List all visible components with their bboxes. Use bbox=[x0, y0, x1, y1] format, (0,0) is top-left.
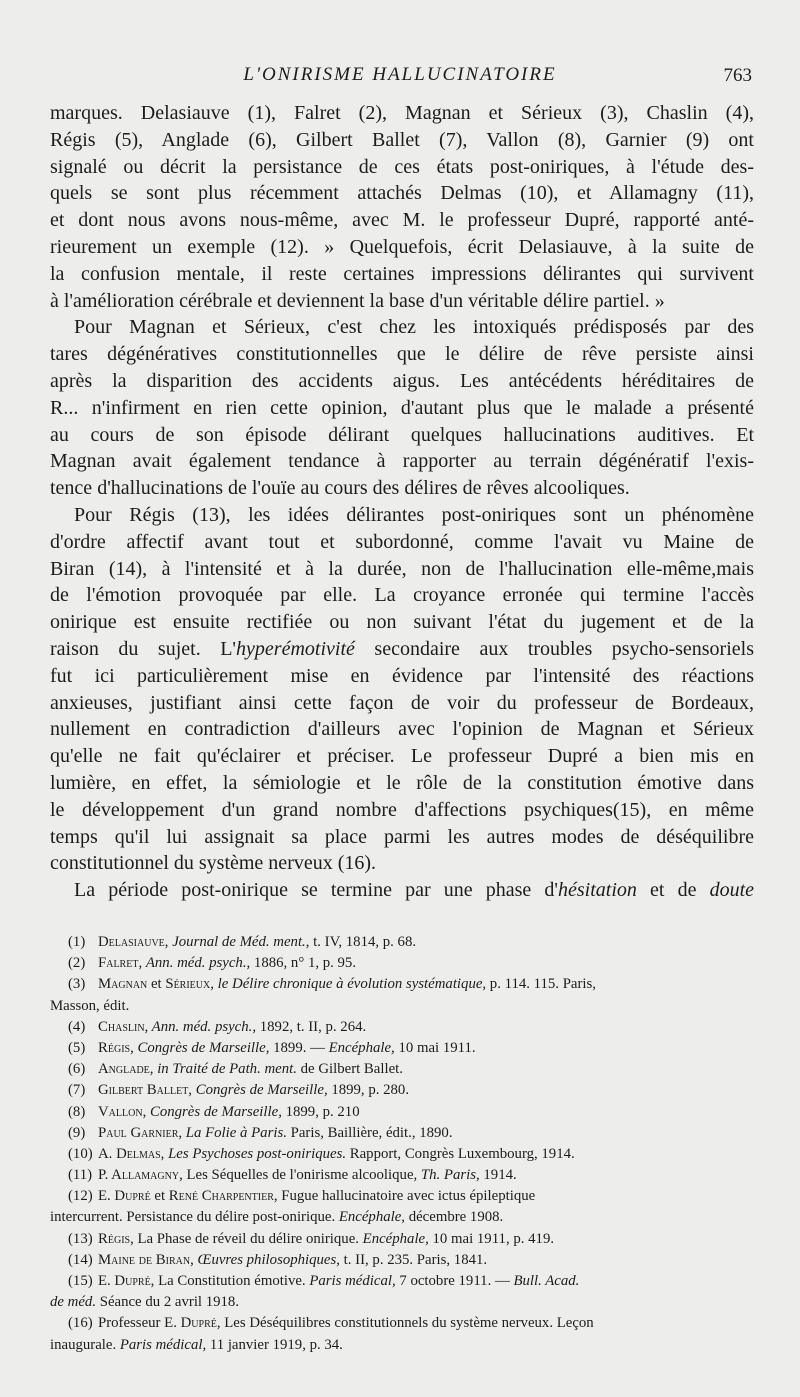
footnote-title: Th. Paris, bbox=[420, 1167, 480, 1184]
footnote bbox=[50, 1313, 764, 1334]
footnote-text: et bbox=[150, 1188, 169, 1205]
footnote-title: Encéphale, bbox=[362, 1230, 429, 1247]
text-line: temps qu'il lui assignait sa place parmi les autres modes de déséquilibre bbox=[50, 825, 754, 848]
footnote-continuation bbox=[50, 1207, 764, 1228]
page-number: 763 bbox=[723, 65, 752, 86]
footnote-author: Anglade, bbox=[98, 1061, 154, 1078]
footnote bbox=[50, 1229, 764, 1250]
text-span: secondaire aux troubles psycho-sensoriels bbox=[354, 637, 754, 660]
italic-term: doute bbox=[709, 879, 755, 902]
footnote-continuation bbox=[50, 1292, 764, 1313]
text-line: de l'émotion provoquée par elle. La croyance erronée qui termine l'accès bbox=[50, 584, 754, 607]
text-line: rieurement un exemple (12). » Quelquefois, écrit Delasiauve, à la suite de bbox=[50, 235, 754, 258]
footnote-title: Congrès de Marseille, bbox=[146, 1103, 282, 1120]
text-line bbox=[50, 636, 754, 663]
footnote-text: 1899, p. 280. bbox=[327, 1082, 410, 1099]
text-line: anxieuses, justifiant ainsi cette façon de voir du professeur de Bordeaux, bbox=[50, 691, 754, 714]
footnote-author: Delasiauve, bbox=[98, 934, 169, 950]
footnote-text: décembre 1908. bbox=[405, 1209, 504, 1226]
footnote-title: Ann. méd. psych., bbox=[148, 1018, 257, 1035]
text-span: La période post-onirique se termine par une phase d' bbox=[74, 879, 558, 902]
footnote-author: René Charpentier, bbox=[168, 1188, 278, 1205]
footnote-text: Paris, Baillière, édit., 1890. bbox=[286, 1124, 453, 1141]
footnote bbox=[50, 1271, 764, 1292]
footnote-number: (14) bbox=[68, 1251, 93, 1268]
italic-term: hésitation bbox=[558, 879, 637, 902]
footnote-text: t. IV, 1814, p. 68. bbox=[309, 934, 417, 950]
footnote-number: (12) bbox=[68, 1188, 93, 1205]
footnote-title: Œuvres philosophiques, bbox=[193, 1251, 340, 1268]
text-line: tence d'hallucinations de l'ouïe au cours des délires de rêves alcooliques. bbox=[50, 477, 630, 500]
footnote bbox=[50, 1102, 764, 1123]
text-line: d'ordre affectif avant tout et subordonné, comme l'avait vu Maine de bbox=[50, 530, 754, 553]
footnote-text: 7 octobre 1911. — bbox=[395, 1273, 514, 1289]
footnote-number: (3) bbox=[68, 976, 86, 993]
text-line: tares dégénératives constitutionnelles que le délire de rêve persiste ainsi bbox=[50, 343, 754, 366]
text-line: qu'elle ne fait qu'éclairer et préciser. Le professeur Dupré a bien mis en bbox=[50, 745, 754, 768]
footnote-text: et bbox=[147, 976, 166, 993]
footnote-title: Encéphale, bbox=[338, 1209, 406, 1226]
footnote bbox=[50, 1038, 764, 1059]
text-line: après la disparition des accidents aigus. Les antécédents héréditaires de bbox=[50, 369, 754, 392]
footnote-title: Ann. méd. psych., bbox=[145, 955, 251, 972]
text-line: Biran (14), à l'intensité et à la durée, non de l'hallucination elle-même,mais bbox=[50, 557, 754, 580]
footnote-author: Régis, bbox=[98, 1230, 134, 1247]
footnotes bbox=[50, 932, 764, 1356]
footnote-title: Les Psychoses post-oniriques. bbox=[164, 1145, 347, 1162]
footnote-number: (5) bbox=[68, 1039, 86, 1056]
footnote bbox=[50, 1250, 764, 1271]
footnote-title: Journal de Méd. ment., bbox=[172, 934, 310, 950]
footnote-title: in Traité de Path. ment. bbox=[153, 1061, 297, 1078]
text-span: et de bbox=[636, 879, 710, 902]
footnote-text: t. II, p. 235. Paris, 1841. bbox=[339, 1251, 488, 1268]
footnote-text: 1886, n° 1, p. 95. bbox=[250, 955, 357, 972]
text-line: nullement en contradiction d'ailleurs avec l'opinion de Magnan et Sérieux bbox=[50, 718, 754, 741]
footnote-text: Séance du 2 avril 1918. bbox=[96, 1294, 240, 1311]
footnote-text: 10 mai 1911, p. 419. bbox=[428, 1230, 555, 1247]
footnote bbox=[50, 1017, 764, 1038]
footnote-number: (10) bbox=[68, 1145, 93, 1162]
footnote-author: Magnan bbox=[98, 976, 148, 993]
footnote-author: Sérieux, bbox=[165, 976, 214, 993]
footnote-title: Congrès de Marseille, bbox=[133, 1039, 270, 1056]
footnote-number: (16) bbox=[68, 1315, 93, 1332]
footnote-number: (9) bbox=[68, 1124, 86, 1141]
text-line: au cours de son épisode délirant quelques hallucinations auditives. Et bbox=[50, 423, 754, 446]
text-line: la confusion mentale, il reste certaines impressions délirantes qui survivent bbox=[50, 262, 754, 285]
footnote-number: (13) bbox=[68, 1230, 93, 1247]
footnote-number: (2) bbox=[68, 955, 86, 972]
footnote bbox=[50, 932, 764, 953]
italic-term: hyperémotivité bbox=[236, 637, 355, 660]
footnote bbox=[50, 953, 764, 974]
footnote-author: Chaslin, bbox=[98, 1018, 149, 1035]
text-line: signalé ou décrit la persistance de ces états post-oniriques, à l'étude des- bbox=[50, 155, 754, 178]
footnote-author: E. Dupré bbox=[98, 1188, 151, 1205]
footnote-title: Congrès de Marseille, bbox=[192, 1082, 328, 1099]
footnote-text: 11 janvier 1919, p. 34. bbox=[206, 1336, 343, 1353]
footnote-number: (11) bbox=[68, 1167, 93, 1184]
footnote-text: La Constitution émotive. bbox=[154, 1273, 310, 1289]
text-line: Régis (5), Anglade (6), Gilbert Ballet (7), Vallon (8), Garnier (9) ont bbox=[50, 128, 754, 151]
footnote-text: inaugurale. bbox=[50, 1336, 120, 1353]
footnote-author: E. Dupré, bbox=[98, 1273, 155, 1289]
text-line: et dont nous avons nous-même, avec M. le professeur Dupré, rapporté anté- bbox=[50, 209, 754, 232]
footnote-author: Gilbert Ballet, bbox=[98, 1082, 193, 1099]
footnote-title: Paris médical, bbox=[309, 1273, 396, 1289]
text-line: Pour Magnan et Sérieux, c'est chez les intoxiqués prédisposés par des bbox=[74, 316, 754, 339]
footnote-text: 10 mai 1911. bbox=[394, 1039, 476, 1056]
footnote-text: 1899. — bbox=[269, 1039, 329, 1056]
footnote-number: (8) bbox=[68, 1103, 86, 1120]
text-line: R... n'infirment en rien cette opinion, d'autant plus que le malade a présenté bbox=[50, 396, 754, 419]
footnote-author: Falret, bbox=[98, 955, 143, 972]
footnote bbox=[50, 974, 764, 995]
text-span: raison du sujet. L' bbox=[50, 637, 237, 660]
footnote-text: La Phase de réveil du délire onirique. bbox=[133, 1230, 363, 1247]
footnote-text: Les Séquelles de l'onirisme alcoolique, bbox=[182, 1167, 421, 1184]
footnote bbox=[50, 1123, 764, 1144]
footnote-author: P. Allamagny, bbox=[98, 1167, 183, 1184]
text-line bbox=[50, 877, 754, 904]
footnote-author: Régis, bbox=[98, 1039, 134, 1056]
footnote-text: 1892, t. II, p. 264. bbox=[256, 1018, 367, 1035]
footnote-text: Fugue hallucinatoire avec ictus épileptique bbox=[277, 1188, 536, 1205]
footnote-number: (6) bbox=[68, 1061, 86, 1078]
footnote bbox=[50, 1080, 764, 1101]
footnote-text: 1899, p. 210 bbox=[281, 1103, 360, 1120]
text-line: lumière, en effet, la sémiologie et le rôle de la constitution émotive dans bbox=[50, 771, 754, 794]
footnote-author: Paul Garnier, bbox=[98, 1124, 183, 1141]
text-line: quels se sont plus récemment attachés Delmas (10), et Allamagny (11), bbox=[50, 182, 754, 205]
footnote-text: p. 114. 115. Paris, bbox=[486, 976, 596, 993]
footnote bbox=[50, 1165, 764, 1186]
footnote-text: intercurrent. Persistance du délire post-onirique. bbox=[50, 1209, 339, 1226]
footnote-number: (4) bbox=[68, 1018, 86, 1035]
text-line: onirique est ensuite rectifiée ou non suivant l'état du jugement et de la bbox=[50, 611, 754, 634]
footnote-text: Les Déséquilibres constitutionnels du système nerveux. Leçon bbox=[220, 1315, 594, 1332]
footnote-number: (15) bbox=[68, 1273, 93, 1289]
text-line: à l'amélioration cérébrale et deviennent la base d'un véritable délire partiel. » bbox=[50, 289, 665, 312]
footnote-text: Professeur bbox=[98, 1315, 165, 1332]
footnote-title: La Folie à Paris. bbox=[182, 1124, 287, 1141]
footnote-continuation bbox=[50, 1335, 764, 1356]
text-line: Magnan avait également tendance à rapporter au terrain dégénératif l'exis- bbox=[50, 450, 754, 473]
text-line: fut ici particulièrement mise en évidence par l'intensité des réactions bbox=[50, 664, 754, 687]
footnote bbox=[50, 1059, 764, 1080]
footnote-author: A. Delmas, bbox=[98, 1145, 165, 1162]
footnote-continuation: Masson, édit. bbox=[50, 997, 130, 1014]
text-line: Pour Régis (13), les idées délirantes post-oniriques sont un phénomène bbox=[74, 503, 754, 526]
footnote-number: (1) bbox=[68, 934, 86, 950]
text-line: le développement d'un grand nombre d'affections psychiques(15), en même bbox=[50, 798, 754, 821]
footnote-title: le Délire chronique à évolution systématique, bbox=[213, 976, 487, 993]
footnote-author: Maine de Biran, bbox=[98, 1251, 194, 1268]
running-head bbox=[0, 64, 800, 88]
body-text bbox=[50, 100, 754, 904]
footnote-text: de Gilbert Ballet. bbox=[296, 1061, 403, 1078]
footnote-title: Paris médical, bbox=[119, 1336, 207, 1353]
footnote bbox=[50, 1186, 764, 1207]
footnote-title: de méd. bbox=[50, 1294, 97, 1311]
footnote-author: E. Dupré, bbox=[164, 1315, 221, 1332]
footnote-text: Rapport, Congrès Luxembourg, 1914. bbox=[346, 1145, 575, 1162]
footnote-title: Encéphale, bbox=[328, 1039, 395, 1056]
text-line: constitutionnel du système nerveux (16). bbox=[50, 852, 377, 875]
footnote-title: Bull. Acad. bbox=[513, 1273, 580, 1289]
footnote bbox=[50, 1144, 764, 1165]
footnote-author: Vallon, bbox=[98, 1103, 147, 1120]
text-line: marques. Delasiauve (1), Falret (2), Magnan et Sérieux (3), Chaslin (4), bbox=[50, 102, 754, 124]
running-title: L'ONIRISME HALLUCINATOIRE bbox=[243, 64, 557, 85]
footnote-text: 1914. bbox=[479, 1167, 517, 1184]
footnote-number: (7) bbox=[68, 1082, 86, 1099]
